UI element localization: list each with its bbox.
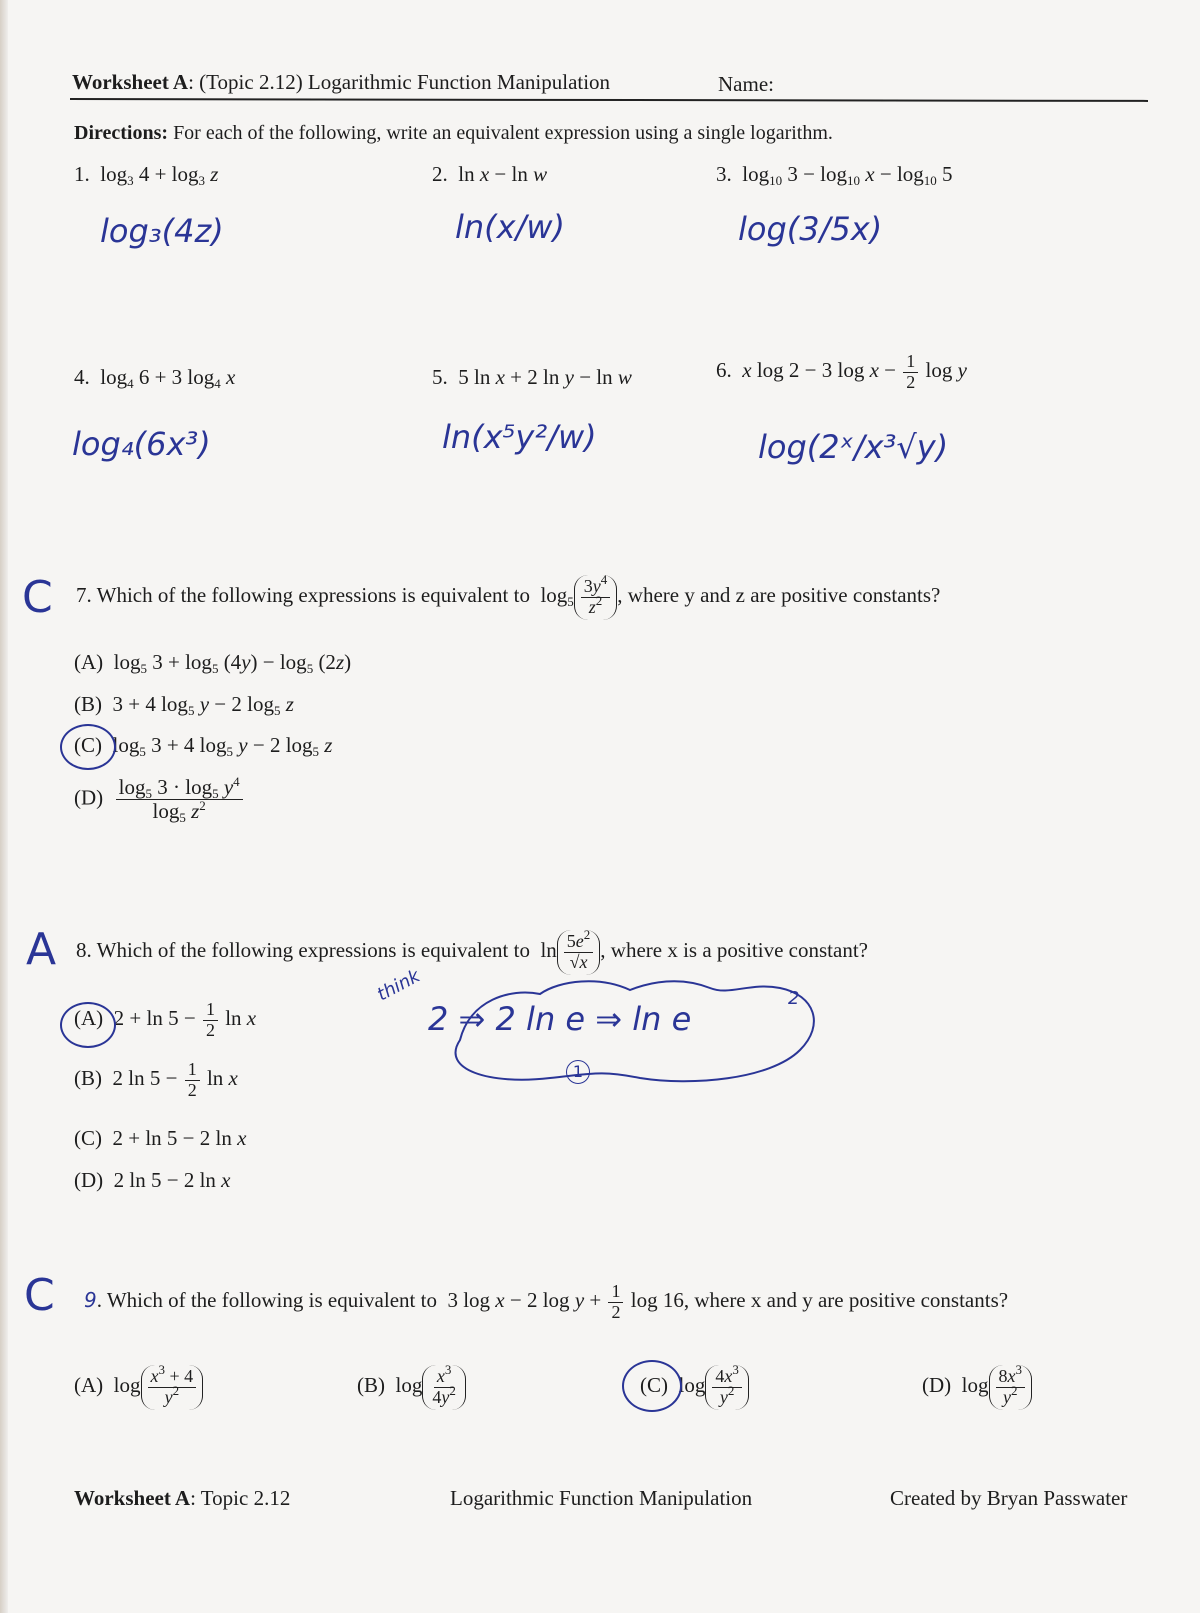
q8-option-a[interactable]: (A) 2 + ln 5 − $\frac{1}{2}$ ln x (74, 999, 257, 1040)
problem-1: 1. $\log_3 4 + \log_3 z$ (74, 162, 219, 188)
page-edge-shadow (0, 0, 8, 1613)
directions (74, 122, 833, 145)
q8-note-one: 1 (566, 1060, 590, 1084)
q9-option-c[interactable]: (C) log $\frac{4x^3}{y^2}$ (640, 1365, 749, 1410)
q9-option-d[interactable]: (D) log $\frac{8x^3}{y^2}$ (922, 1365, 1032, 1410)
worksheet-title (72, 70, 610, 95)
title-bold: Worksheet A (72, 70, 189, 94)
answer-5: ln(x⁵y²/w) (442, 418, 597, 456)
footer-center: Logarithmic Function Manipulation (450, 1486, 753, 1510)
answer-6: log(2ˣ/x³√y) (758, 428, 949, 466)
q9-prompt: 9. Which of the following is equivalent to 3 log x − 2 log y + $\frac{1}{2}$ log 16, where x and y are positive constants? (84, 1281, 1009, 1322)
q8-note-exponent: 2 (788, 988, 800, 1009)
problem-3: 3. $\log_{10} 3 - \log_{10} x - \log_{10} 5$ (716, 162, 953, 188)
q9-marked-answer: C (24, 1270, 55, 1321)
header-rule (70, 98, 1148, 102)
name-label: Name: (718, 72, 774, 96)
problem-6: 6. x log 2 − 3 log x − $\frac{1}{2}$ log y (716, 351, 967, 392)
problem-2: 2. ln x − ln w (432, 162, 548, 186)
q8-marked-answer: A (26, 924, 57, 975)
q8-selected-circle (60, 1002, 116, 1048)
q8-prompt: 8. Which of the following expressions is equivalent to ln $\frac{5e^2}{√x}$ , where x is a positive constant? (76, 930, 868, 975)
problem-5: 5. 5 ln x + 2 ln y − ln w (432, 365, 632, 389)
q8-option-c[interactable]: (C) 2 + ln 5 − 2 ln x (74, 1126, 247, 1150)
q8-note-think: think (373, 965, 424, 1006)
answer-2: ln(x/w) (455, 208, 566, 246)
q8-note-work: 2 ⇒ 2 ln e ⇒ ln e (428, 1000, 692, 1038)
q8-option-d[interactable]: (D) 2 ln 5 − 2 ln x (74, 1168, 231, 1192)
footer-left: Worksheet A: Topic 2.12 (74, 1486, 291, 1510)
q9-selected-circle (622, 1360, 682, 1412)
footer-right: Created by Bryan Passwater (890, 1486, 1128, 1510)
title-topic: : (Topic 2.12) Logarithmic Function Manipulation (188, 70, 611, 94)
problem-4: 4. $\log_4 6 + 3$ $\log_4 x$ (74, 365, 236, 391)
q7-prompt: 7. Which of the following expressions is equivalent to $\log_5$ $\frac{3y^4}{z^2}$ , where y and z are positive constants? (76, 575, 940, 620)
q8-option-b[interactable]: (B) 2 ln 5 − $\frac{1}{2}$ ln x (74, 1059, 238, 1100)
answer-3: log(3/5x) (738, 210, 883, 248)
q7-option-c[interactable]: (C) $\log_5 3 + 4$ $\log_5 y - 2$ $\log_5 z$ (74, 733, 333, 759)
directions-text: For each of the following, write an equivalent expression using a single logarithm. (168, 122, 833, 144)
q7-marked-answer: C (22, 572, 53, 623)
q7-option-b[interactable]: (B) 3 + 4 $\log_5 y - 2$ $\log_5 z$ (74, 692, 294, 718)
answer-1: log₃(4z) (100, 212, 224, 250)
directions-label: Directions: (74, 122, 169, 144)
q9-option-a[interactable]: (A) log $\frac{x^3 + 4}{y^2}$ (74, 1365, 203, 1410)
answer-4: log₄(6x³) (72, 425, 211, 463)
q7-selected-circle (60, 724, 116, 770)
q7-option-d[interactable]: (D) $\frac{\log_5 3 \cdot \log_5 y^4}{\log_5 z^2}$ (74, 776, 245, 823)
q9-option-b[interactable]: (B) log $\frac{x^3}{4y^2}$ (357, 1365, 466, 1410)
q7-option-a[interactable]: (A) $\log_5 3 + \log_5 (4y) - \log_5 (2z)$ (74, 650, 352, 676)
